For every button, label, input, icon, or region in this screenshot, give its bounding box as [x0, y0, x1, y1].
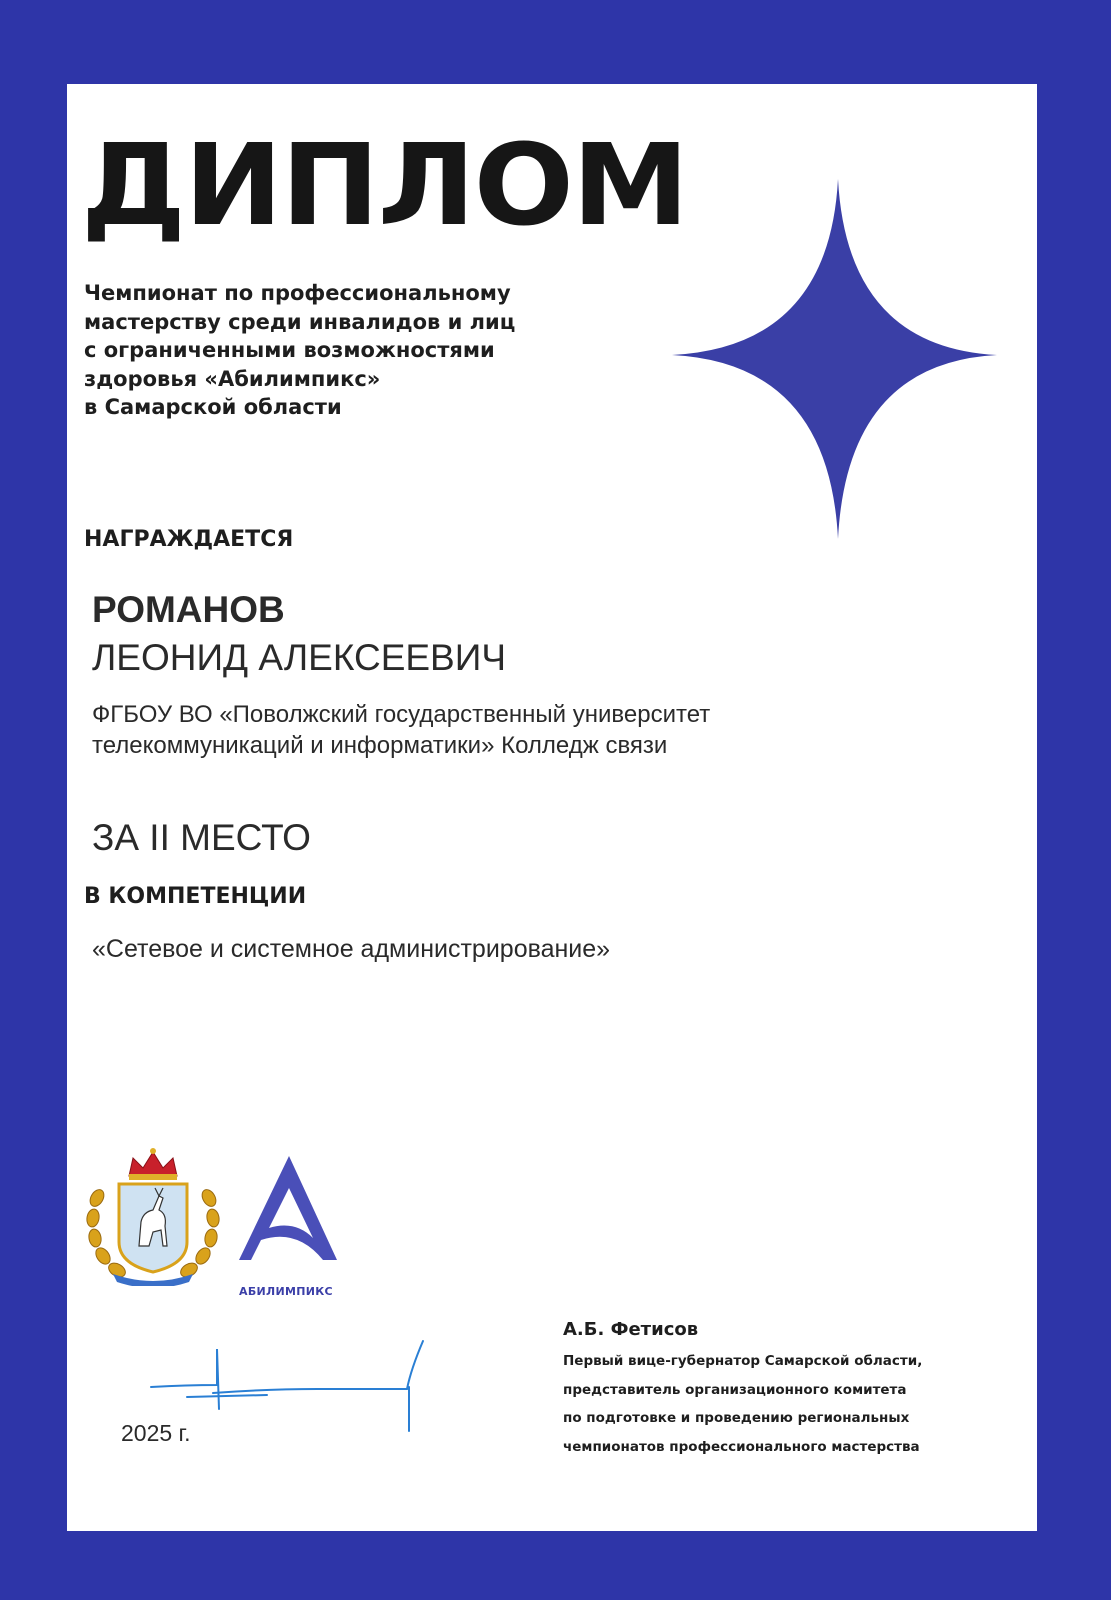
signer-title-line: чемпионатов профессионального мастерства [563, 1438, 920, 1455]
abilympics-caption: АБИЛИМПИКС [239, 1285, 333, 1298]
organization-line: ФГБОУ ВО «Поволжский государственный университет [92, 701, 711, 728]
signature-icon [147, 1339, 447, 1449]
organization-line: телекоммуникаций и информатики» Колледж связи [92, 732, 668, 759]
event-line: в Самарской области [84, 395, 342, 419]
competence-name: «Сетевое и системное администрирование» [92, 935, 611, 963]
signer-title [563, 1347, 993, 1461]
diploma-sheet [67, 84, 1037, 1531]
signer-title-line: представитель организационного комитета [563, 1381, 907, 1398]
signer-name: А.Б. Фетисов [563, 1319, 699, 1340]
signer-title-line: по подготовке и проведению региональных [563, 1410, 910, 1426]
competence-label: В КОМПЕТЕНЦИИ [84, 884, 307, 909]
awarded-label: НАГРАЖДАЕТСЯ [84, 527, 294, 552]
recipient-given-names: ЛЕОНИД АЛЕКСЕЕВИЧ [92, 637, 506, 678]
diploma-title: ДИПЛОМ [81, 119, 688, 251]
award-place: ЗА II МЕСТО [92, 817, 311, 858]
event-description [84, 279, 544, 422]
abilympics-a-logo-icon [237, 1154, 342, 1264]
event-line: с ограниченными возможностями [84, 338, 495, 362]
recipient-surname: РОМАНОВ [92, 589, 285, 630]
four-point-star-icon [672, 179, 997, 539]
samara-coat-of-arms-icon [83, 1146, 223, 1286]
recipient-organization [92, 699, 710, 761]
event-line: мастерству среди инвалидов и лиц [84, 309, 516, 334]
event-line: Чемпионат по профессиональному [84, 281, 511, 305]
event-line: здоровья «Абилимпикс» [84, 366, 381, 391]
signer-title-line: Первый вице-губернатор Самарской области, [563, 1353, 923, 1369]
issue-year: 2025 г. [121, 1420, 191, 1446]
